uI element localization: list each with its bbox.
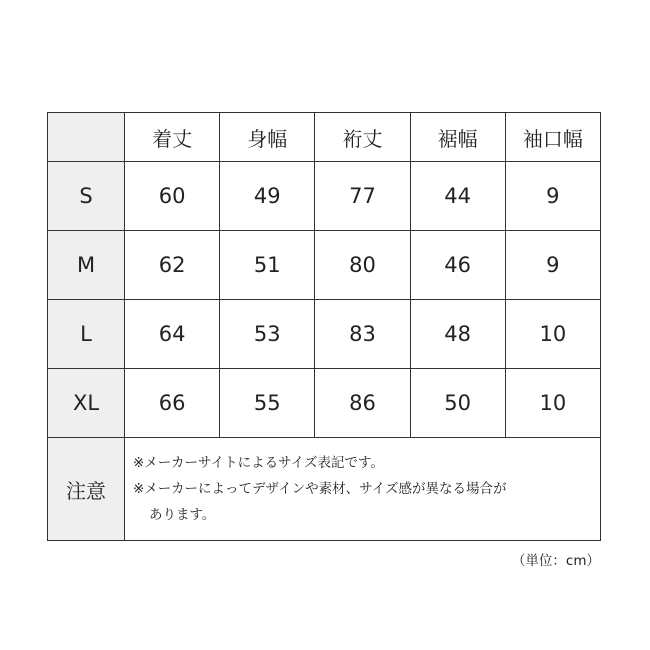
note-line: ※メーカーサイトによるサイズ表記です。 [133,455,384,471]
size-label: S [48,162,125,231]
table-row [48,300,601,369]
measurement-cell: 77 [315,162,410,231]
measurement-cell: 50 [410,369,505,438]
note-line: あります。 [149,507,216,523]
header-row [48,113,601,162]
measurement-cell: 80 [315,231,410,300]
measurement-cell: 10 [505,369,600,438]
column-header: 袖口幅 [505,113,600,162]
unit-label: （単位：cm） [511,553,600,569]
size-label: M [48,231,125,300]
measurement-cell: 66 [125,369,220,438]
column-header: 裄丈 [315,113,410,162]
measurement-cell: 46 [410,231,505,300]
measurement-cell: 49 [220,162,315,231]
size-label: XL [48,369,125,438]
measurement-cell: 62 [125,231,220,300]
measurement-cell: 51 [220,231,315,300]
measurement-cell: 86 [315,369,410,438]
measurement-cell: 55 [220,369,315,438]
measurement-cell: 9 [505,162,600,231]
measurement-cell: 64 [125,300,220,369]
table-row [48,231,601,300]
table-row [48,369,601,438]
note-row [48,438,601,541]
column-header: 裾幅 [410,113,505,162]
measurement-cell: 10 [505,300,600,369]
measurement-cell: 44 [410,162,505,231]
measurement-cell: 53 [220,300,315,369]
corner-cell [48,113,125,162]
measurement-cell: 48 [410,300,505,369]
note-label: 注意 [48,438,125,541]
note-line: ※メーカーによってデザインや素材、サイズ感が異なる場合が [133,481,507,497]
measurement-cell: 60 [125,162,220,231]
size-chart-table [47,112,601,541]
table-row [48,162,601,231]
column-header: 身幅 [220,113,315,162]
measurement-cell: 83 [315,300,410,369]
note-text [125,438,601,541]
measurement-cell: 9 [505,231,600,300]
size-label: L [48,300,125,369]
column-header: 着丈 [125,113,220,162]
